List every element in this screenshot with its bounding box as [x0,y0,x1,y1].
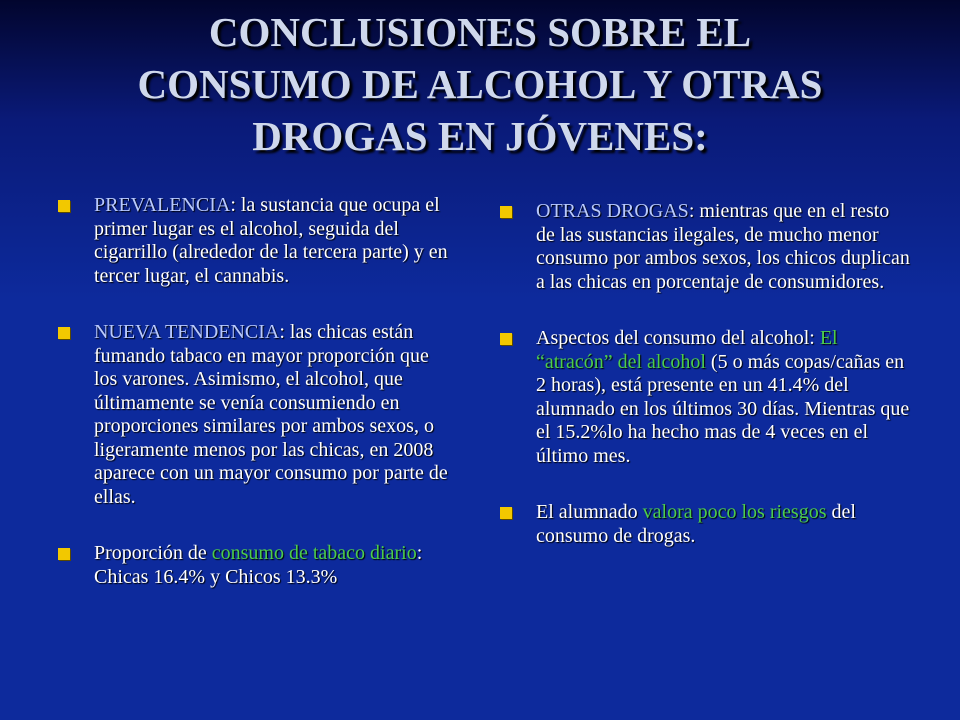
item-keyword: NUEVA TENDENCIA [94,321,280,343]
square-bullet-icon [58,327,70,339]
item-text-pre: Aspectos del consumo del alcohol: [536,327,820,349]
left-column [58,194,450,622]
square-bullet-icon [58,548,70,560]
list-item-otras-drogas [500,200,910,294]
item-highlight: valora poco los riesgos [642,501,827,523]
square-bullet-icon [58,200,70,212]
list-item-nueva-tendencia [58,321,450,509]
item-keyword: OTRAS DROGAS [536,200,689,222]
list-item-prevalencia [58,194,450,288]
item-text: : las chicas están fumando tabaco en mayor proporción que los varones. Asimismo, el alcohol, que últimamente se venía consumiendo en proporciones similares por ambos sexos, o ligeramente menos por las chicas, en 2008 aparece con un mayor consumo por parte de ellas. [94,321,448,508]
list-item-riesgos [500,501,910,548]
item-text-post: : Chicas 16.4% y Chicos 13.3% [94,542,423,588]
item-text: : la sustancia que ocupa el primer lugar es el alcohol, seguida del cigarrillo (alrededor de la tercera parte) y en tercer lugar, el cannabis. [94,194,448,287]
square-bullet-icon [500,507,512,519]
right-column [500,200,910,581]
item-text: : mientras que en el resto de las sustancias ilegales, de mucho menor consumo por ambos sexos, los chicos duplican a las chicas en porcentaje de consumidores. [536,200,910,293]
square-bullet-icon [500,206,512,218]
item-text-pre: El alumnado [536,501,643,523]
item-keyword: PREVALENCIA [94,194,231,216]
square-bullet-icon [500,333,512,345]
list-item-alcohol [500,327,910,468]
slide-title: CONCLUSIONES SOBRE EL CONSUMO DE ALCOHOL Y OTRAS DROGAS EN JÓVENES: [137,9,823,159]
item-text-post: (5 o más copas/cañas en 2 horas), está presente en un 41.4% del alumnado en los últimos 30 días. Mientras que el 15.2%lo ha hecho mas de 4 veces en el último mes. [536,350,910,467]
item-highlight: consumo de tabaco diario [211,542,417,564]
item-highlight: El “atracón” del alcohol [536,327,838,373]
item-text-pre: Proporción de [94,542,212,564]
item-text-post: del consumo de drogas. [536,501,856,547]
list-item-tabaco [58,542,450,589]
